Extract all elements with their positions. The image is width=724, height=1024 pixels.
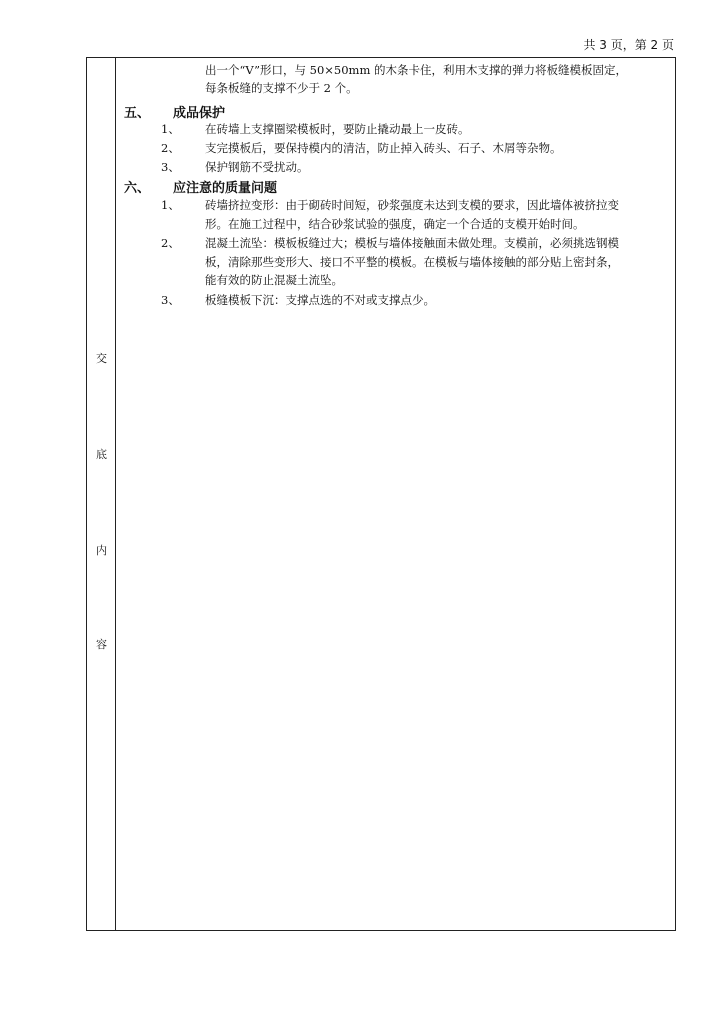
document-table <box>86 57 676 931</box>
section-number: 六、 <box>124 181 151 196</box>
item-number: 3、 <box>161 293 180 307</box>
item-number: 1、 <box>161 122 180 136</box>
left-label-char: 容 <box>96 638 107 651</box>
left-label-char: 内 <box>96 544 107 557</box>
item-text: 砖墙挤拉变形：由于砌砖时间短，砂浆强度未达到支模的要求，因此墙体被挤拉变 <box>205 198 619 212</box>
item-text: 板缝模板下沉：支撑点选的不对或支撑点少。 <box>205 293 435 307</box>
item-text: 混凝土流坠：模板板缝过大；模板与墙体接触面未做处理。支模前，必须挑选钢模 <box>205 236 619 250</box>
continuation-line: 每条板缝的支撑不少于 2 个。 <box>205 81 358 95</box>
continuation-line: 出一个“V”形口，与 50×50mm 的木条卡住，利用木支撑的弹力将板缝模板固定， <box>205 63 628 77</box>
item-number: 3、 <box>161 160 180 174</box>
item-number: 2、 <box>161 236 180 250</box>
item-text: 支完摸板后，要保持模内的清洁，防止掉入砖头、石子、木屑等杂物。 <box>205 141 562 155</box>
item-text: 保护钢筋不受扰动。 <box>205 160 309 174</box>
section-title: 应注意的质量问题 <box>173 181 278 196</box>
page-indicator: 共 3 页，第 2 页 <box>583 38 674 52</box>
section-number: 五、 <box>124 106 151 121</box>
item-text: 能有效的防止混凝土流坠。 <box>205 273 343 287</box>
item-number: 2、 <box>161 141 180 155</box>
section-title: 成品保护 <box>173 106 226 121</box>
left-label-char: 交 <box>96 352 107 365</box>
left-label-column <box>87 58 116 930</box>
item-text: 板，清除那些变形大、接口不平整的模板。在模板与墙体接触的部分贴上密封条， <box>205 255 619 269</box>
content-area <box>116 58 675 930</box>
item-text: 在砖墙上支撑圈梁模板时，要防止撬动最上一皮砖。 <box>205 122 470 136</box>
left-label-char: 底 <box>96 448 107 461</box>
item-text: 形。在施工过程中，结合砂浆试验的强度，确定一个合适的支模开始时间。 <box>205 217 585 231</box>
item-number: 1、 <box>161 198 180 212</box>
